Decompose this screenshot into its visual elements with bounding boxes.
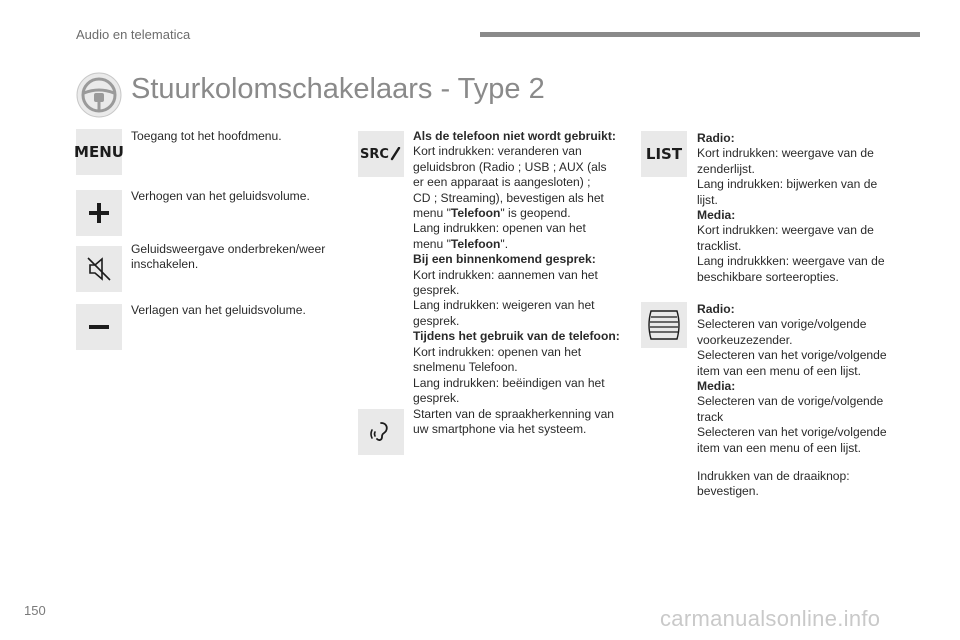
press-line1: Indrukken van de draaiknop:: [697, 469, 850, 483]
src-inuse-line4: gesprek.: [413, 390, 460, 405]
list-heading-media: Media:: [697, 208, 736, 223]
phone-handset-icon: [390, 147, 402, 161]
wheel-media-line1: Selecteren van de vorige/volgende: [697, 394, 884, 409]
src-incoming-line3: Lang indrukken: weigeren van het: [413, 298, 595, 313]
src-heading-incoming: Bij een binnenkomend gesprek:: [413, 252, 596, 267]
menu-button-icon: [76, 129, 122, 175]
src-inuse-line1: Kort indrukken: openen van het: [413, 344, 582, 359]
mute-description: [131, 242, 325, 273]
list-heading-radio: Radio:: [697, 131, 735, 145]
page-number: 150: [24, 603, 46, 618]
list-media-line3: Lang indrukkken: weergave van de: [697, 254, 885, 269]
list-radio-line1: Kort indrukken: weergave van de: [697, 146, 874, 161]
voice-line2: uw smartphone via het systeem.: [413, 422, 587, 437]
list-radio-line3: Lang indrukken: bijwerken van de: [697, 177, 878, 192]
src-idle-line5: menu "Telefoon" is geopend.: [413, 206, 571, 221]
src-inuse-line2: snelmenu Telefoon.: [413, 360, 518, 375]
thumbwheel-description: [697, 302, 907, 456]
list-media-line2: tracklist.: [697, 238, 742, 253]
wheel-media-line3: Selecteren van het vorige/volgende: [697, 425, 887, 440]
wheel-heading-radio: Radio:: [697, 302, 735, 316]
src-idle-line1: Kort indrukken: veranderen van: [413, 144, 582, 159]
src-heading-inuse: Tijdens het gebruik van de telefoon:: [413, 329, 620, 344]
voice-description: [413, 407, 628, 438]
volume-up-icon: [76, 190, 122, 236]
volume-down-icon: [76, 304, 122, 350]
volume-down-description: Verlagen van het geluidsvolume.: [131, 303, 306, 317]
src-idle-line7: menu "Telefoon".: [413, 236, 509, 251]
wheel-heading-media: Media:: [697, 379, 736, 394]
src-inuse-line3: Lang indrukken: beëindigen van het: [413, 375, 605, 390]
list-radio-line4: lijst.: [697, 192, 718, 207]
list-label: LIST: [645, 145, 683, 163]
src-description: [413, 129, 628, 406]
mute-description-line2: inschakelen.: [131, 257, 199, 272]
menu-description: Toegang tot het hoofdmenu.: [131, 129, 282, 143]
section-header: Audio en telematica: [76, 27, 191, 42]
src-button-icon: [358, 131, 404, 177]
list-radio-line2: zenderlijst.: [697, 161, 755, 176]
press-line2: bevestigen.: [697, 484, 759, 499]
wheel-media-line4: item van een menu of een lijst.: [697, 440, 862, 455]
wheel-radio-line4: item van een menu of een lijst.: [697, 363, 862, 378]
page-title: Stuurkolomschakelaars - Type 2: [131, 73, 545, 105]
src-idle-line6: Lang indrukken: openen van het: [413, 221, 586, 236]
src-idle-line3: er een apparaat is aangesloten) ;: [413, 175, 591, 190]
menu-label: MENU: [74, 143, 124, 161]
watermark: carmanualsonline.info: [660, 606, 881, 631]
wheel-media-line2: track: [697, 409, 724, 424]
wheel-radio-line1: Selecteren van vorige/volgende: [697, 317, 867, 332]
thumbwheel-icon: [641, 302, 687, 348]
mute-icon: [76, 246, 122, 292]
src-incoming-line1: Kort indrukken: aannemen van het: [413, 267, 598, 282]
src-idle-line4: CD ; Streaming), bevestigen als het: [413, 190, 604, 205]
steering-wheel-icon: [76, 72, 122, 118]
src-idle-line2: geluidsbron (Radio ; USB ; AUX (als: [413, 159, 607, 174]
src-incoming-line4: gesprek.: [413, 313, 460, 328]
wheel-radio-line2: voorkeuzezender.: [697, 332, 793, 347]
src-incoming-line2: gesprek.: [413, 283, 460, 298]
mute-description-line1: Geluidsweergave onderbreken/weer: [131, 242, 326, 256]
wheel-radio-line3: Selecteren van het vorige/volgende: [697, 348, 887, 363]
voice-line1: Starten van de spraakherkenning van: [413, 407, 615, 421]
header-divider: [480, 32, 920, 37]
list-media-line4: beschikbare sorteeropties.: [697, 269, 839, 284]
list-description: [697, 131, 907, 285]
src-label: SRC: [360, 146, 389, 162]
list-button-icon: [641, 131, 687, 177]
list-media-line1: Kort indrukken: weergave van de: [697, 223, 874, 238]
volume-up-description: Verhogen van het geluidsvolume.: [131, 189, 310, 203]
voice-recognition-icon: [358, 409, 404, 455]
src-heading-idle: Als de telefoon niet wordt gebruikt:: [413, 129, 616, 143]
press-description: [697, 469, 907, 500]
